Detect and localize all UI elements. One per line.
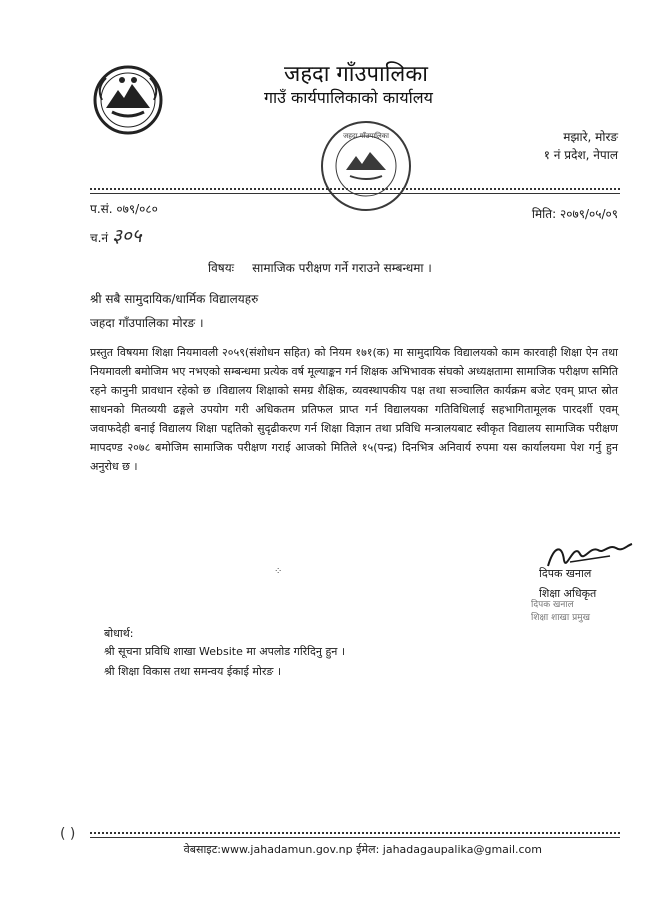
dispatch-reference — [90, 222, 142, 248]
cc-heading: बोधार्थ: — [104, 627, 134, 640]
recipient-line-1: श्री सबै सामुदायिक/धार्मिक विद्यालयहरु — [90, 292, 259, 306]
recipient-line-2: जहदा गाँउपालिका मोरङ । — [90, 316, 204, 330]
office-seal-icon — [318, 118, 414, 214]
subject-line — [208, 259, 432, 276]
office-name: गाउँ कार्यपालिकाको कार्यालय — [264, 88, 433, 107]
body-paragraph: प्रस्तुत विषयमा शिक्षा नियमावली २०५९(संशोधन सहित) को नियम १७१(क) मा सामुदायिक विद्यालयको काम कारवाही शिक्षा ऐन तथा नियमावली बमोजिम भए नभएको सम्बन्धमा प्रत्येक वर्ष मूल्याङ्कन गर्न शिक्षक अभिभावक संघको अध्यक्षतामा सामाजिक परीक्षण समिति रहने कानुनी प्रावधान रहेको छ ।विद्यालय शिक्षाको समग्र शैक्षिक, व्यवस्थापकीय पक्ष तथा सञ्चालित कार्यक्रम बजेट एवम् प्राप्त स्रोत साधनको मितव्ययी ढङ्गले उपयोग गरी अधिकतम प्रतिफल प्राप्त गर्न विद्यालयका गतिविधिलाई सहभागितामूलक पारदर्शी एवम् जवाफदेही बनाई विद्यालय शिक्षा पद्दतिको सुदृढीकरण गर्न शिक्षा विज्ञान तथा प्रविधि मन्त्रालयबाट स्वीकृत विद्यालय सामाजिक परीक्षण मापदण्ड २०७८ बमोजिम सामाजिक परीक्षण गराई आजको मितिले १५(पन्द्र) दिनभित्र अनिवार्य रुपमा यस कार्यालयमा पेश गर्नु हुन अनुरोध छ । — [90, 346, 618, 473]
address-block — [544, 128, 618, 164]
signatory-stamp — [531, 599, 590, 625]
letter-date: मिति: २०७९/०५/०९ — [531, 207, 618, 221]
address-line-2: १ नं प्रदेश, नेपाल — [543, 148, 618, 162]
subject-text: सामाजिक परीक्षण गर्ने गराउने सम्बन्धमा । — [252, 261, 432, 275]
footer-divider-dotted — [90, 832, 620, 834]
cc-item: श्री सूचना प्रविधि शाखा Website मा अपलोड गरिदिनु हुन । — [104, 645, 346, 658]
footer-contact: वेबसाइट:www.jahadamun.gov.np ईमेल: jahadagaupalika@gmail.com — [183, 843, 542, 856]
signatory-stamp-name: दिपक खनाल — [531, 600, 574, 610]
signatory-stamp-role: शिक्षा शाखा प्रमुख — [531, 613, 590, 623]
signatory-title: शिक्षा अधिकृत — [539, 587, 597, 600]
cc-item: श्री शिक्षा विकास तथा समन्वय ईकाई मोरङ । — [104, 665, 282, 678]
government-emblem-icon — [92, 64, 164, 136]
dispatch-number: ३०५ — [111, 225, 142, 247]
stamp-text: जहदा गाँउपालिका — [343, 132, 389, 140]
footer-divider — [90, 837, 620, 838]
organization-name: जहदा गाँउपालिका — [284, 62, 428, 87]
punch-hole-mark-icon: ( ) — [60, 826, 76, 842]
header-divider — [90, 193, 620, 194]
fiscal-year-reference: प.सं. ०७९/०८० — [90, 202, 158, 216]
header-divider-dotted — [90, 188, 620, 190]
dispatch-label: च.नं — [90, 231, 109, 245]
address-line-1: मझारे, मोरङ — [563, 130, 618, 144]
subject-label: विषयः — [208, 261, 235, 275]
ink-smudge-icon: ⁘ — [274, 566, 283, 577]
signatory-name: दिपक खनाल — [539, 567, 592, 580]
